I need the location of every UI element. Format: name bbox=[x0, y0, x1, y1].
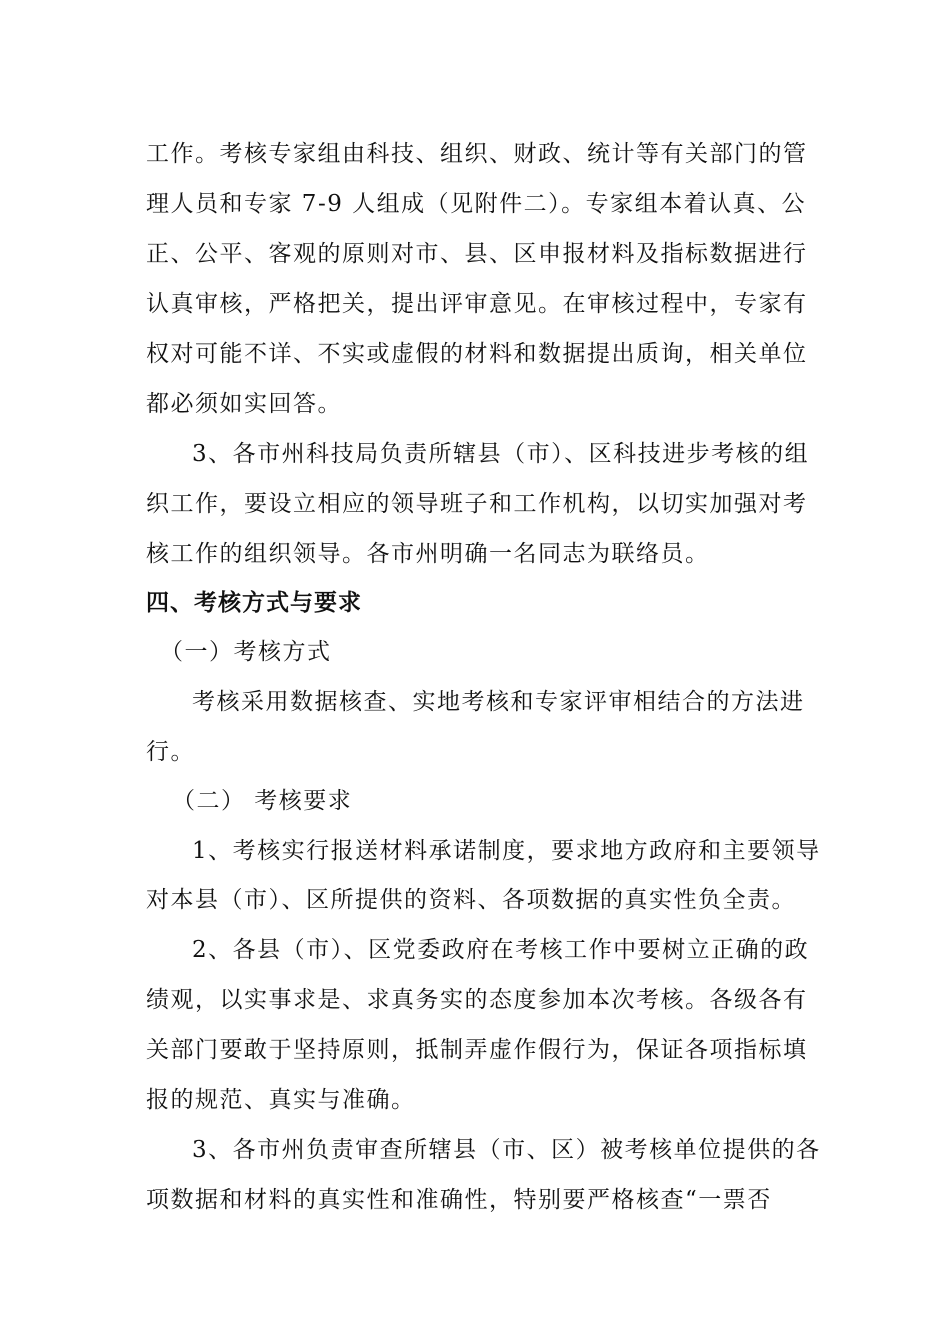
body-text-line: 正、公平、客观的原则对市、县、区申报材料及指标数据进行 bbox=[146, 241, 808, 267]
body-text-line: 都必须如实回答。 bbox=[146, 391, 342, 417]
body-text-line: 织工作，要设立相应的领导班子和工作机构，以切实加强对考 bbox=[146, 491, 808, 517]
body-text-line: 2、各县（市）、区党委政府在考核工作中要树立正确的政 bbox=[192, 937, 810, 963]
body-text-line: 认真审核，严格把关，提出评审意见。在审核过程中，专家有 bbox=[146, 291, 808, 317]
body-text-line: 3、各市州科技局负责所辖县（市）、区科技进步考核的组 bbox=[192, 441, 810, 467]
body-text-line: 报的规范、真实与准确。 bbox=[146, 1087, 416, 1113]
body-text-line: 绩观，以实事求是、求真务实的态度参加本次考核。各级各有 bbox=[146, 987, 808, 1013]
body-text-line: 考核采用数据核查、实地考核和专家评审相结合的方法进 bbox=[192, 689, 805, 715]
subsection-heading: （一）考核方式 bbox=[160, 639, 332, 665]
body-text-line: 3、各市州负责审查所辖县（市、区）被考核单位提供的各 bbox=[192, 1137, 821, 1163]
section-heading: 四、考核方式与要求 bbox=[146, 590, 362, 616]
subsection-heading: （二） 考核要求 bbox=[172, 788, 353, 814]
body-text-line: 理人员和专家 7-9 人组成（见附件二）。专家组本着认真、公 bbox=[146, 191, 807, 217]
body-text-line: 项数据和材料的真实性和准确性，特别要严格核查“一票否 bbox=[146, 1187, 772, 1213]
body-text-line: 关部门要敢于坚持原则，抵制弄虚作假行为，保证各项指标填 bbox=[146, 1037, 808, 1063]
body-text-line: 对本县（市）、区所提供的资料、各项数据的真实性负全责。 bbox=[146, 887, 796, 913]
body-text-line: 1、考核实行报送材料承诺制度，要求地方政府和主要领导 bbox=[192, 838, 821, 864]
body-text-line: 核工作的组织领导。各市州明确一名同志为联络员。 bbox=[146, 541, 710, 567]
body-text-line: 行。 bbox=[146, 739, 195, 765]
body-text-line: 工作。考核专家组由科技、组织、财政、统计等有关部门的管 bbox=[146, 141, 808, 167]
body-text-line: 权对可能不详、不实或虚假的材料和数据提出质询，相关单位 bbox=[146, 341, 808, 367]
